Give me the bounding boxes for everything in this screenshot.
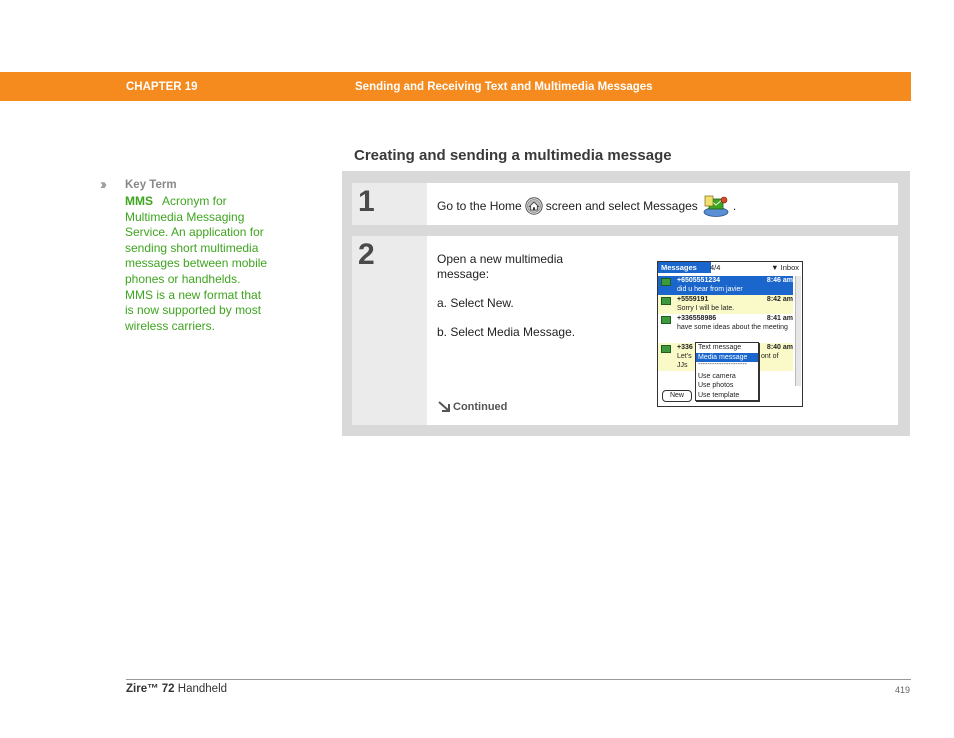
step-2-sub-a: a. Select New. (437, 296, 514, 310)
footer-product-rest: Handheld (177, 683, 228, 695)
message-sender: +5559191 (677, 296, 709, 303)
device-screenshot (657, 261, 803, 407)
step-2-sub-b: b. Select Media Message. (437, 325, 576, 339)
step-1 (352, 183, 898, 225)
message-time: 8:46 am (766, 277, 793, 284)
folder-picker (771, 263, 799, 273)
menu-item-text-message: Text message (698, 344, 742, 351)
footer-product-name (126, 683, 227, 695)
message-preview-tail: ont of (761, 353, 779, 360)
chapter-header-bar (0, 72, 911, 101)
double-chevron-icon: ›› (100, 176, 104, 193)
envelope-icon (661, 297, 671, 305)
message-time: 8:42 am (766, 296, 793, 303)
new-message-menu (695, 342, 759, 401)
message-time: 8:40 am (766, 344, 793, 351)
step-2 (352, 236, 898, 425)
message-preview: Let's (677, 353, 692, 360)
messages-app-icon (703, 195, 729, 217)
menu-item-media-message: Media message (696, 353, 758, 363)
menu-item-use-photos: Use photos (698, 382, 734, 389)
step-2-intro: Open a new multimedia message: (437, 252, 564, 281)
envelope-icon (661, 316, 671, 324)
message-preview-line2: JJs (677, 362, 688, 369)
steps-container (342, 171, 910, 436)
message-row (658, 314, 793, 342)
key-term-definition: Acronym for Multimedia Messaging Service. An application for sending short multimedia messages between mobile phones or handhelds. MMS is a new format that is now supported by most wireless carriers. (125, 194, 268, 333)
step-1-instruction (437, 195, 736, 217)
continued-indicator (437, 401, 507, 413)
step-number-column (352, 236, 427, 425)
message-time: 8:41 am (766, 315, 793, 322)
message-preview: Sorry I will be late. (677, 305, 735, 312)
menu-item-use-template: Use template (698, 391, 740, 399)
message-sender: +336558986 (677, 315, 717, 322)
message-preview: did u hear from javier (677, 286, 743, 293)
key-term-definition-block (125, 194, 270, 334)
envelope-icon (661, 345, 671, 353)
folder-name: Inbox (780, 263, 799, 272)
continued-label: Continued (453, 401, 508, 413)
home-icon (525, 197, 543, 215)
message-row (658, 295, 793, 314)
envelope-icon (661, 278, 671, 286)
chapter-label: CHAPTER 19 (126, 81, 198, 93)
key-term-sidebar (100, 177, 270, 334)
key-term-label: Key Term (125, 178, 177, 191)
message-sender: +6505551234 (677, 277, 721, 284)
key-term-word: MMS (125, 194, 153, 208)
step-1-text-before: Go to the Home (437, 199, 522, 213)
step-number: 1 (358, 185, 375, 218)
step-1-text-after: . (732, 199, 737, 213)
menu-item-use-camera: Use camera (698, 372, 736, 380)
chapter-title: Sending and Receiving Text and Multimedia Messages (355, 81, 653, 93)
message-preview: have some ideas about the meeting (677, 324, 788, 331)
message-count: 4/4 (710, 263, 721, 272)
dropdown-triangle-icon: ▼ (771, 263, 779, 272)
step-1-text-middle: screen and select Messages (545, 199, 698, 213)
page-number: 419 (895, 685, 911, 695)
scrollbar (795, 276, 801, 386)
step-number-column (352, 183, 427, 225)
messages-title-tab: Messages (658, 262, 711, 273)
section-title: Creating and sending a multimedia message (354, 147, 672, 164)
new-button: New (662, 390, 692, 402)
footer-product-brand: Zire™ 72 (126, 683, 175, 695)
menu-separator: --------------------- (698, 362, 747, 368)
step-number: 2 (358, 238, 375, 271)
arrow-down-right-icon (437, 401, 451, 413)
footer-divider (126, 679, 911, 680)
message-row (658, 276, 793, 295)
message-sender: +336 (677, 344, 693, 351)
